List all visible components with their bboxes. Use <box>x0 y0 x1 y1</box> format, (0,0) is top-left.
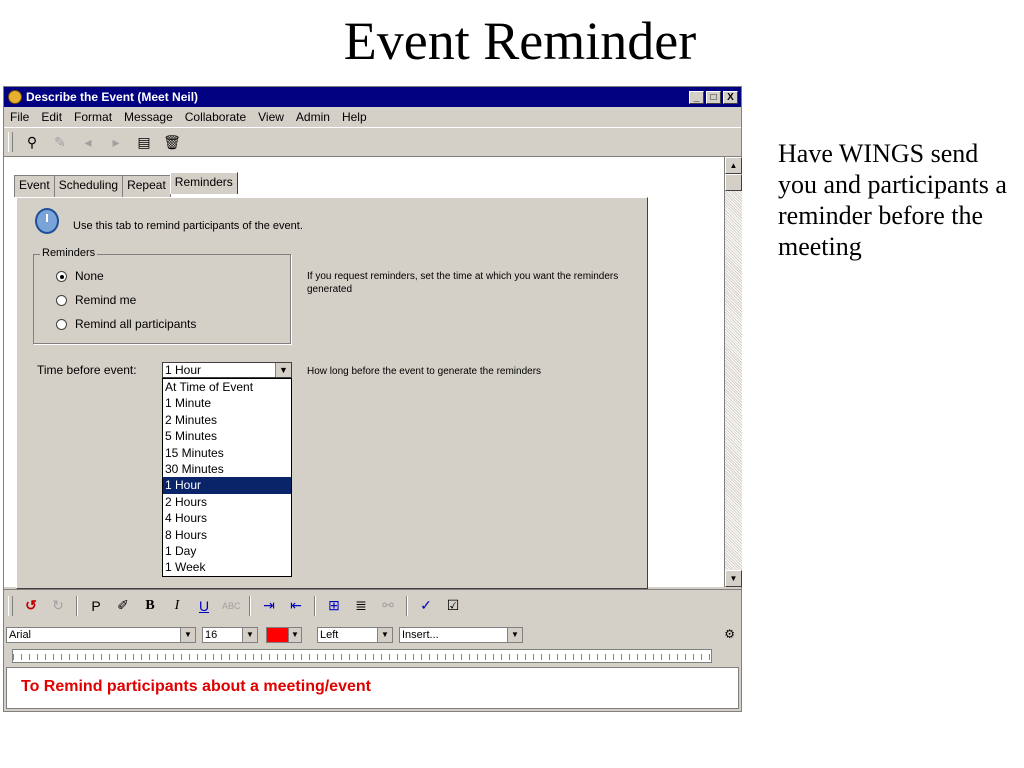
toolbar-separator <box>76 596 78 616</box>
tab-event[interactable]: Event <box>14 175 55 197</box>
reminders-hint: If you request reminders, set the time at which you want the reminders generated <box>307 271 619 295</box>
time-select-value: 1 Hour <box>165 363 202 377</box>
maximize-button[interactable]: □ <box>706 91 721 104</box>
radio-none[interactable] <box>56 269 104 283</box>
menu-bar <box>4 107 741 127</box>
chevron-down-icon[interactable]: ▼ <box>275 363 291 377</box>
ruler[interactable] <box>12 649 712 663</box>
option-15-minutes[interactable]: 15 Minutes <box>165 445 224 460</box>
toolbar-separator <box>249 596 251 616</box>
slide-title: Event Reminder <box>343 11 697 71</box>
menu-help[interactable]: Help <box>341 110 367 124</box>
table-icon[interactable]: ⊞ <box>328 597 340 613</box>
close-button[interactable]: X <box>723 91 738 104</box>
toolbar-separator <box>314 596 316 616</box>
clock-icon <box>35 208 59 234</box>
editor-text: To Remind participants about a meeting/event <box>21 678 371 695</box>
time-hint: How long before the event to generate the reminders <box>307 366 542 377</box>
properties-icon[interactable]: ⚙ <box>724 627 735 641</box>
attach-icon[interactable]: ✎ <box>54 133 66 150</box>
highlight-icon[interactable]: ✐ <box>117 597 129 613</box>
scroll-thumb[interactable] <box>725 174 742 191</box>
trash-icon[interactable]: 🗑 <box>163 133 181 150</box>
list-icon[interactable]: ≣ <box>355 597 367 613</box>
size-select[interactable] <box>202 627 258 643</box>
ruler-ticks <box>13 654 711 660</box>
window-titlebar[interactable] <box>4 87 741 107</box>
redo-icon[interactable]: ↻ <box>52 597 64 613</box>
group-label: Reminders <box>42 247 96 259</box>
time-dropdown-list <box>162 378 292 577</box>
chevron-down-icon[interactable]: ▼ <box>242 628 257 642</box>
time-label: Time before event: <box>37 363 137 377</box>
radio-selected-icon <box>56 271 67 282</box>
option-8-hours[interactable]: 8 Hours <box>165 527 208 542</box>
align-select[interactable] <box>317 627 393 643</box>
option-5-minutes[interactable]: 5 Minutes <box>165 429 218 444</box>
radio-remind-all[interactable] <box>56 317 196 331</box>
format-toolbar <box>4 589 741 621</box>
intro-text: Use this tab to remind participants of the event. <box>73 220 303 232</box>
indent-icon[interactable]: ⇥ <box>263 597 275 613</box>
radio-icon <box>56 319 67 330</box>
forward-icon[interactable]: ▸ <box>112 133 120 150</box>
option-1-week[interactable]: 1 Week <box>165 560 206 575</box>
menu-message[interactable]: Message <box>124 110 173 124</box>
option-4-hours[interactable]: 4 Hours <box>165 511 208 526</box>
app-icon <box>8 90 22 104</box>
chevron-down-icon[interactable]: ▼ <box>507 628 522 642</box>
tab-strip <box>14 175 237 197</box>
radio-remind-me[interactable] <box>56 293 136 307</box>
time-select[interactable] <box>162 362 292 378</box>
menu-edit[interactable]: Edit <box>41 110 63 124</box>
font-bar <box>4 623 741 645</box>
option-at-time[interactable]: At Time of Event <box>165 380 254 394</box>
form-content <box>4 157 724 587</box>
font-select[interactable] <box>6 627 196 643</box>
scroll-down-icon[interactable]: ▼ <box>725 570 742 587</box>
message-editor[interactable] <box>6 667 739 709</box>
align-value: Left <box>320 629 339 641</box>
chevron-down-icon[interactable]: ▼ <box>180 628 195 642</box>
font-value: Arial <box>9 629 32 641</box>
event-window <box>3 86 742 712</box>
insert-select[interactable] <box>399 627 523 643</box>
menu-view[interactable]: View <box>258 110 284 124</box>
option-1-day[interactable]: 1 Day <box>165 543 197 558</box>
menu-collaborate[interactable]: Collaborate <box>184 110 247 124</box>
italic-button[interactable]: I <box>174 597 180 613</box>
outdent-icon[interactable]: ⇤ <box>290 597 302 613</box>
radio-label: Remind me <box>75 293 137 307</box>
checkbox-icon[interactable]: ☑ <box>446 597 460 613</box>
size-value: 16 <box>205 629 218 641</box>
reminders-group <box>33 247 291 344</box>
radio-icon <box>56 295 67 306</box>
side-note: Have WINGS send you and participants a reminder before the meeting <box>778 139 1007 261</box>
radio-label: Remind all participants <box>75 317 197 331</box>
option-1-minute[interactable]: 1 Minute <box>165 396 212 411</box>
radio-label: None <box>75 269 104 283</box>
tab-repeat[interactable]: Repeat <box>122 175 171 197</box>
option-2-minutes[interactable]: 2 Minutes <box>165 412 218 427</box>
minimize-button[interactable]: _ <box>689 91 704 104</box>
option-1-hour[interactable]: 1 Hour <box>163 477 291 493</box>
vertical-scrollbar[interactable] <box>724 157 742 587</box>
option-2-hours[interactable]: 2 Hours <box>165 494 208 509</box>
window-title: Describe the Event (Meet Neil) <box>26 90 199 104</box>
option-30-minutes[interactable]: 30 Minutes <box>165 461 224 476</box>
menu-file[interactable]: File <box>10 110 30 124</box>
undo-icon[interactable]: ↺ <box>25 597 37 613</box>
chevron-down-icon[interactable]: ▼ <box>288 628 301 642</box>
reminders-panel <box>16 197 648 589</box>
chevron-down-icon[interactable]: ▼ <box>377 628 392 642</box>
link-icon[interactable]: ⚯ <box>382 597 394 613</box>
menu-format[interactable]: Format <box>74 110 113 124</box>
scroll-up-icon[interactable]: ▲ <box>725 157 742 174</box>
tab-reminders[interactable]: Reminders <box>170 172 238 194</box>
insert-value: Insert... <box>402 629 439 641</box>
main-toolbar <box>4 127 741 157</box>
menu-admin[interactable]: Admin <box>295 110 330 124</box>
back-icon[interactable]: ◂ <box>84 133 92 150</box>
toolbar-grip <box>8 132 13 152</box>
color-select[interactable] <box>266 627 302 643</box>
search-icon[interactable]: ⚲ <box>26 133 38 150</box>
bold-button[interactable]: B <box>145 597 155 613</box>
strikethrough-button[interactable]: ABC <box>222 600 241 611</box>
toolbar-separator <box>406 596 408 616</box>
paragraph-button[interactable]: P <box>91 597 101 614</box>
underline-button[interactable]: U <box>198 597 210 614</box>
print-icon[interactable]: ▤ <box>137 133 151 150</box>
toolbar-grip <box>8 596 13 616</box>
tab-scheduling[interactable]: Scheduling <box>54 175 123 197</box>
spellcheck-icon[interactable]: ✓ <box>420 597 432 613</box>
